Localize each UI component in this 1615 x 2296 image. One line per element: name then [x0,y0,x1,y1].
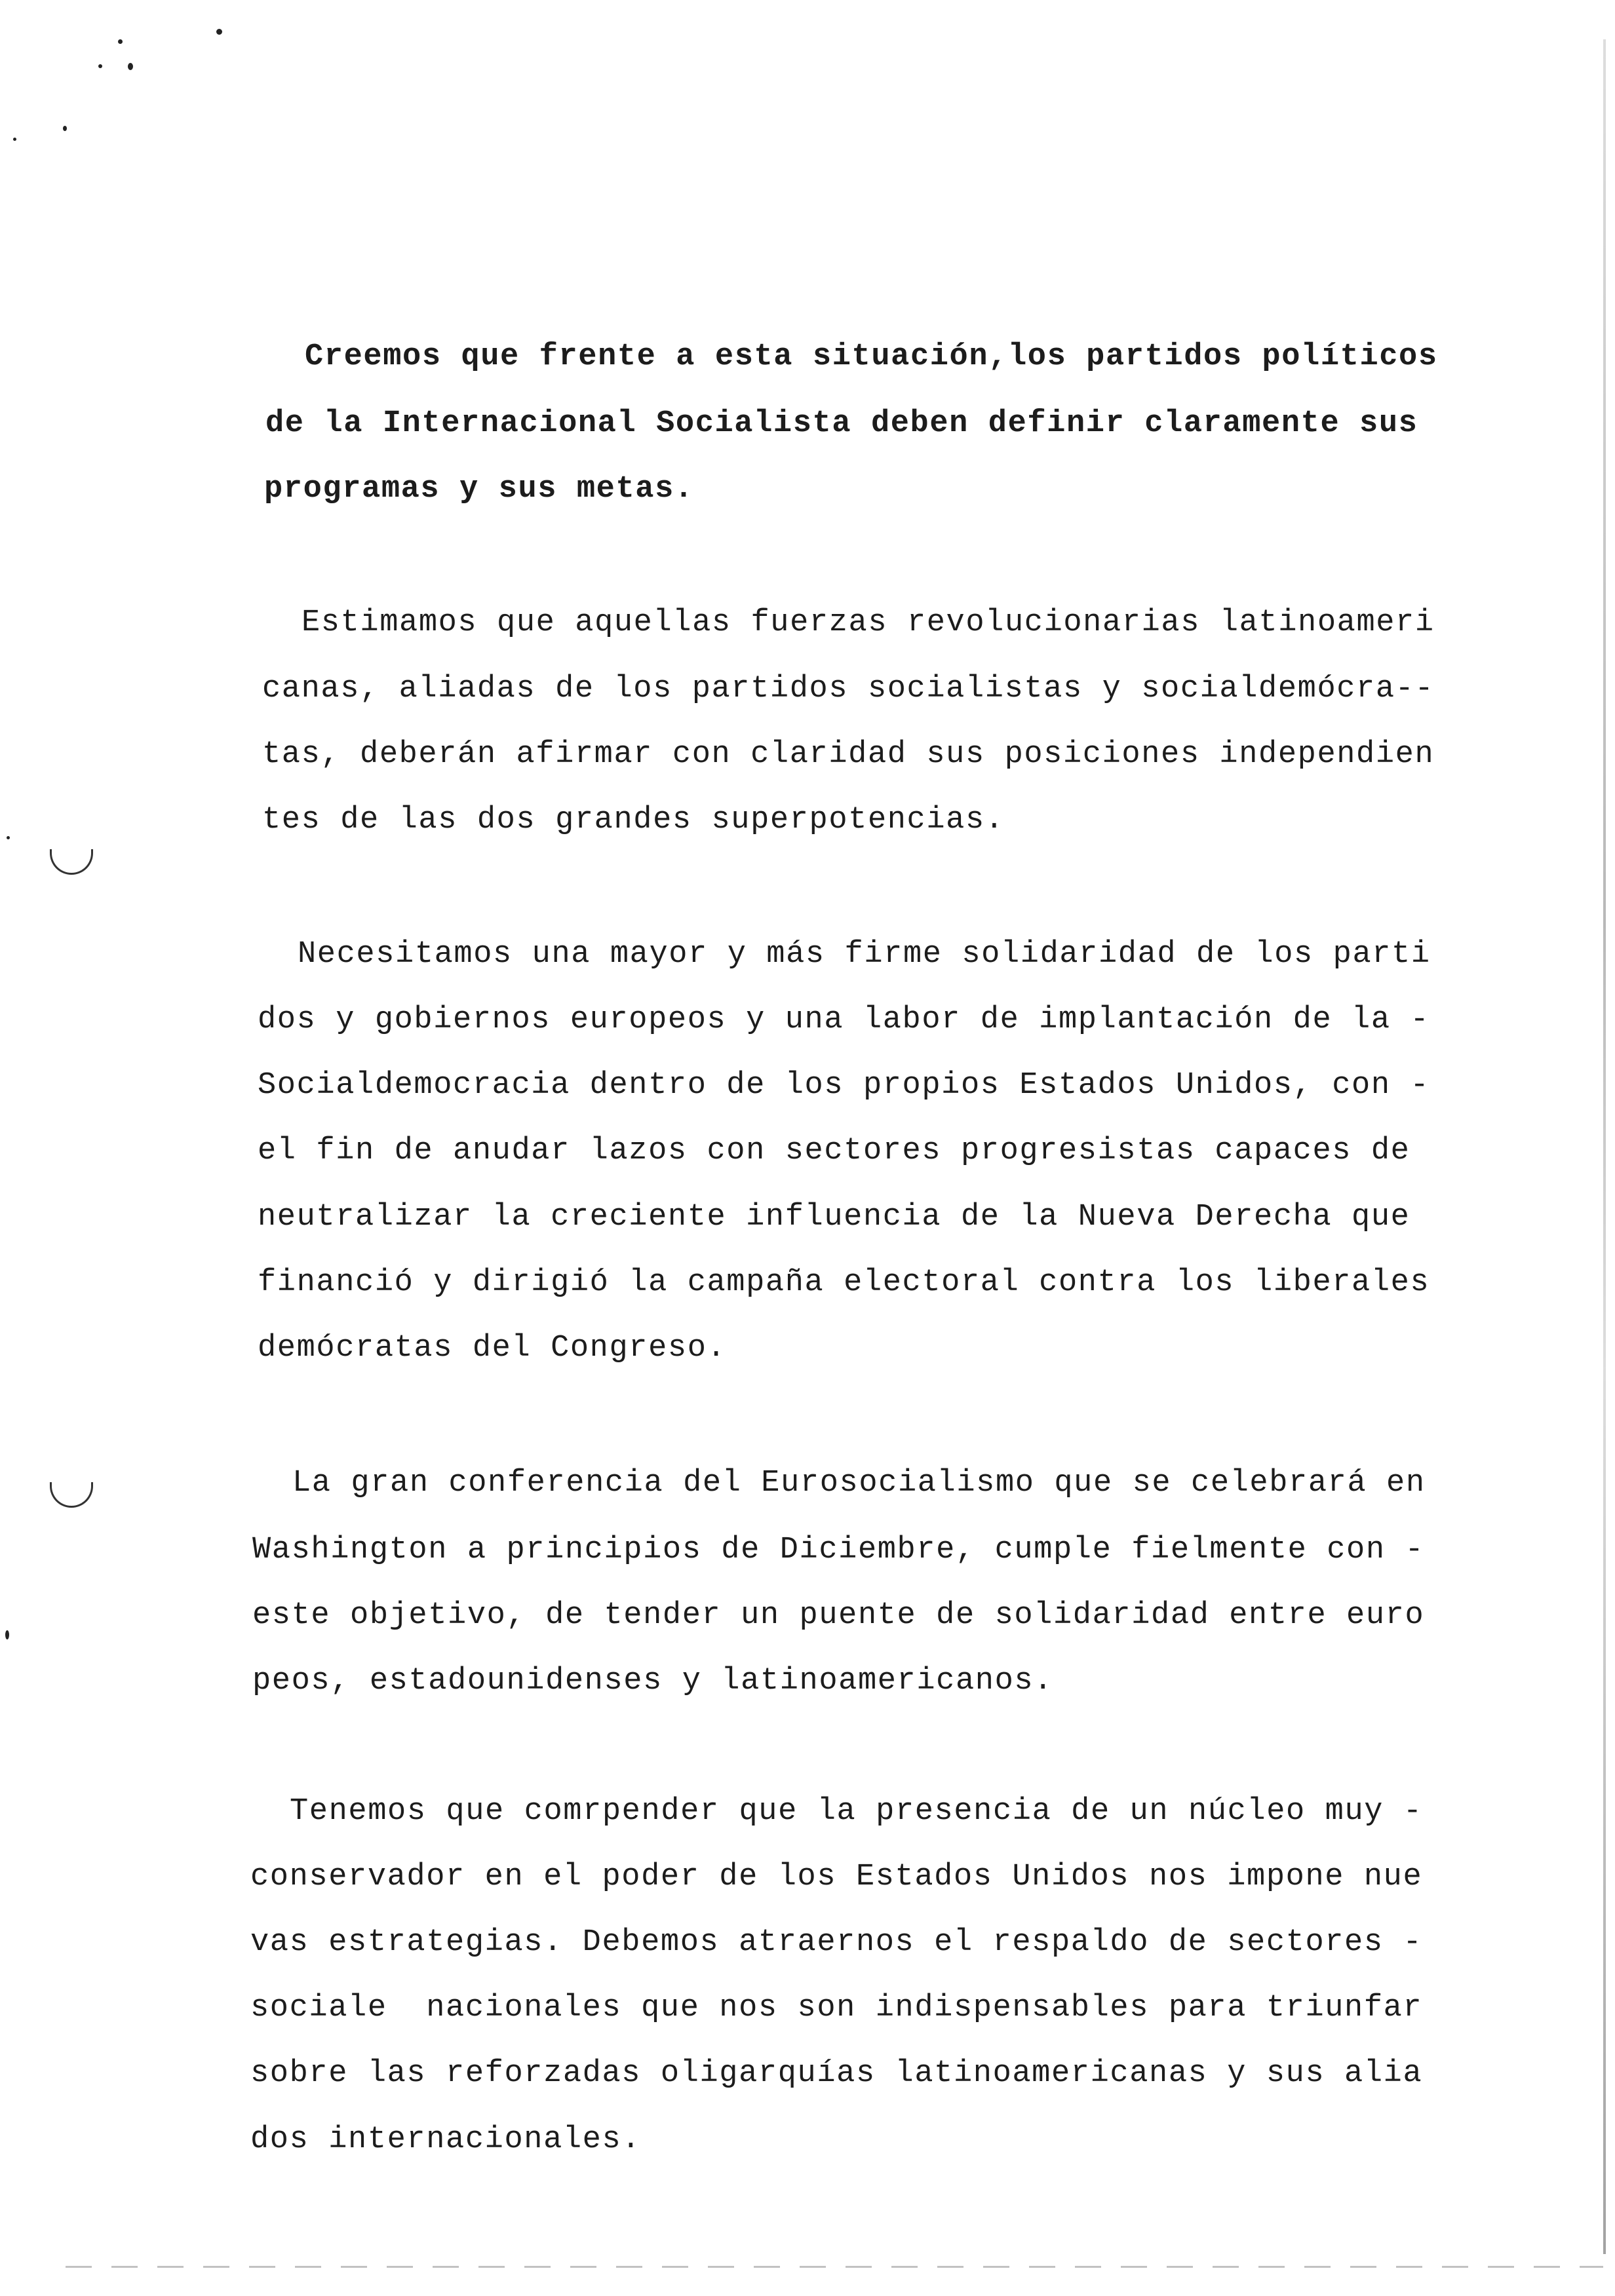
text-line: financió y dirigió la campaña electoral contra los liberales [258,1265,1430,1300]
text-line: neutralizar la creciente influencia de la Nueva Derecha que [258,1200,1411,1234]
text-line: sociale nacionales que nos son indispensables para triunfar [250,1991,1423,2025]
text-line: sobre las reforzadas oligarquías latinoamericanas y sus alia [250,2056,1423,2091]
text-line: La gran conferencia del Eurosocialismo que se celebrará en [292,1466,1426,1501]
text-line: Estimamos que aquellas fuerzas revolucionarias latinoameri [302,605,1435,640]
text-line: Creemos que frente a esta situación,los partidos políticos [305,339,1438,374]
text-line: tes de las dos grandes superpotencias. [262,803,1005,837]
page-edge-right [1603,39,1606,2254]
text-line: vas estrategias. Debemos atraernos el respaldo de sectores - [250,1925,1423,1960]
text-line: este objetivo, de tender un puente de solidaridad entre euro [252,1598,1425,1633]
text-line: Socialdemocracia dentro de los propios Estados Unidos, con - [258,1068,1430,1103]
text-line: demócratas del Congreso. [258,1331,727,1366]
scan-mark [50,849,93,875]
text-line: conservador en el poder de los Estados Unidos nos impone nue [250,1860,1423,1894]
page-edge-bottom [66,2266,1603,2268]
text-line: canas, aliadas de los partidos socialistas y socialdemócra-- [262,672,1435,706]
scan-speck [118,39,123,44]
text-line: de la Internacional Socialista deben definir claramente sus [265,406,1418,441]
scan-speck [128,63,133,70]
scan-speck [13,138,16,141]
text-line: tas, deberán afirmar con claridad sus posiciones independien [262,737,1435,772]
scan-mark [50,1482,93,1508]
scan-speck [98,64,102,68]
scan-speck [5,1630,9,1639]
text-line: el fin de anudar lazos con sectores progresistas capaces de [258,1134,1411,1168]
text-line: programas y sus metas. [264,472,694,507]
text-line: Tenemos que comrpender que la presencia de un núcleo muy - [290,1794,1423,1829]
text-line: Washington a principios de Diciembre, cumple fielmente con - [252,1533,1425,1567]
scan-speck [7,836,10,839]
text-line: peos, estadounidenses y latinoamericanos. [252,1664,1053,1698]
scan-speck [63,126,67,131]
text-line: dos y gobiernos europeos y una labor de implantación de la - [258,1003,1430,1037]
scan-speck [216,29,222,35]
text-line: dos internacionales. [250,2122,642,2157]
text-line: Necesitamos una mayor y más firme solidaridad de los parti [298,937,1431,972]
